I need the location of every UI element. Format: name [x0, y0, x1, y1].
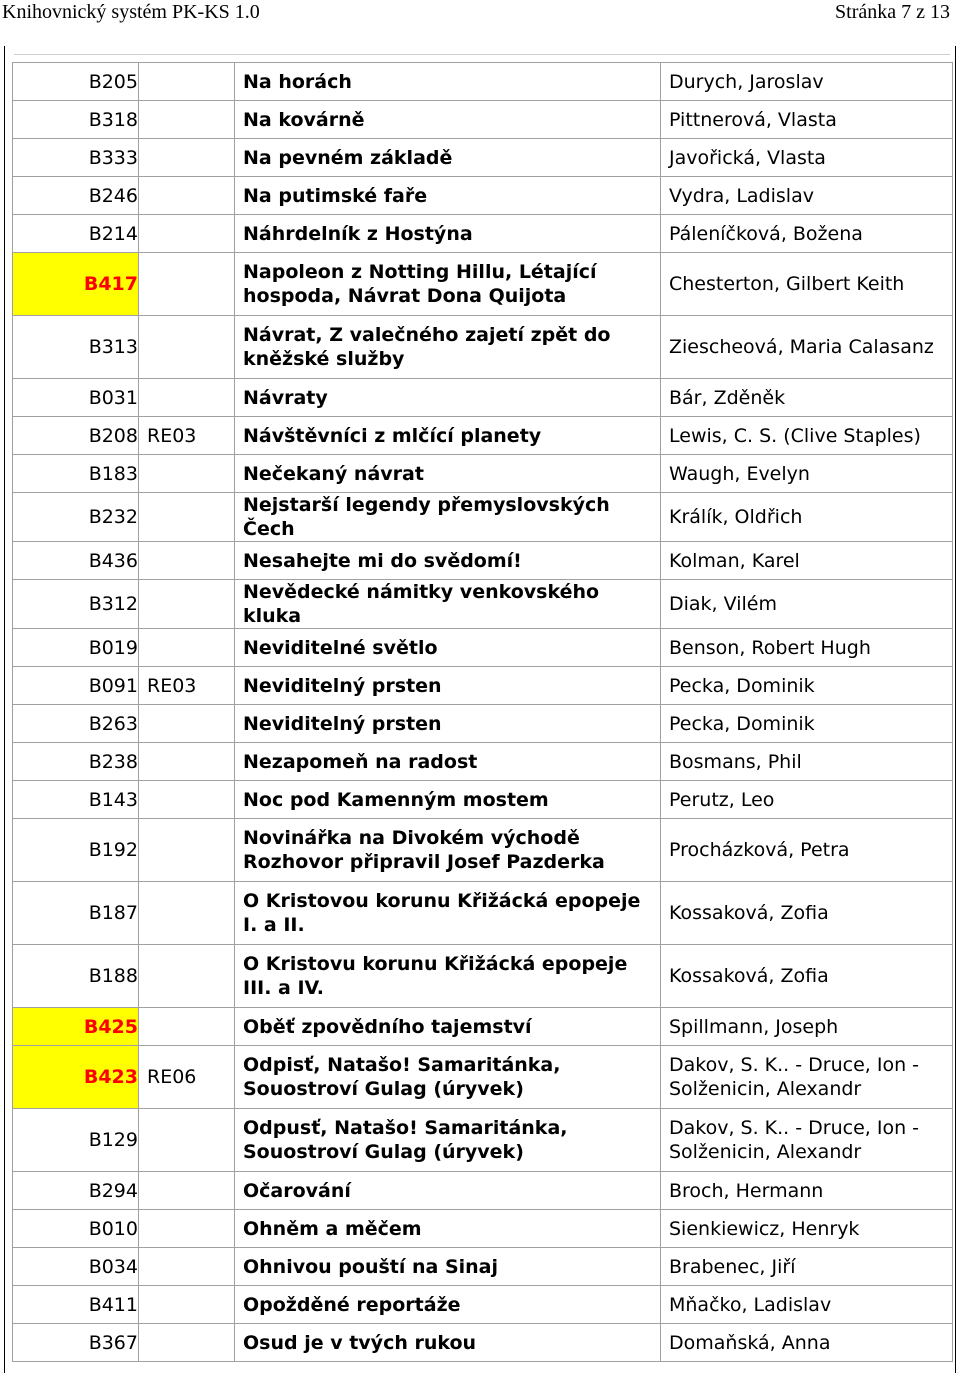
book-group: [139, 1172, 235, 1210]
book-title: O Kristovu korunu Křižácká epopeje III. a IV.: [235, 945, 661, 1008]
book-code: B238: [13, 743, 139, 781]
book-title: Nevědecké námitky venkovského kluka: [235, 580, 661, 629]
table-row: [13, 63, 953, 101]
book-author: Dakov, S. K.. - Druce, Ion - Solženicin, Alexandr: [661, 1109, 953, 1172]
book-group: [139, 819, 235, 882]
table-row: [13, 417, 953, 455]
book-author: Kossaková, Zofia: [661, 945, 953, 1008]
table-frame-top: [14, 54, 950, 61]
book-author: Domaňská, Anna: [661, 1324, 953, 1362]
table-row: [13, 1046, 953, 1109]
book-author: Diak, Vilém: [661, 580, 953, 629]
book-group: [139, 63, 235, 101]
book-code: B019: [13, 629, 139, 667]
table-row: [13, 379, 953, 417]
table-row: [13, 1008, 953, 1046]
book-author: Kossaková, Zofia: [661, 882, 953, 945]
book-title: Odpusť, Natašo! Samaritánka, Souostroví Gulag (úryvek): [235, 1109, 661, 1172]
book-author: Pecka, Dominik: [661, 667, 953, 705]
book-author: Pecka, Dominik: [661, 705, 953, 743]
book-title: Odpisť, Natašo! Samaritánka, Souostroví Gulag (úryvek): [235, 1046, 661, 1109]
book-title: Nečekaný návrat: [235, 455, 661, 493]
book-title: Na putimské faře: [235, 177, 661, 215]
book-group: RE03: [139, 667, 235, 705]
table-row: [13, 580, 953, 629]
book-author: Procházková, Petra: [661, 819, 953, 882]
book-title: Očarování: [235, 1172, 661, 1210]
book-title: Návštěvníci z mlčící planety: [235, 417, 661, 455]
book-title: Novinářka na Divokém východě Rozhovor připravil Josef Pazderka: [235, 819, 661, 882]
book-group: [139, 379, 235, 417]
book-author: Králík, Oldřich: [661, 493, 953, 542]
book-group: [139, 542, 235, 580]
book-title: Osud je v tvých rukou: [235, 1324, 661, 1362]
book-title: Nejstarší legendy přemyslovských Čech: [235, 493, 661, 542]
book-author: Mňačko, Ladislav: [661, 1286, 953, 1324]
table-row: [13, 455, 953, 493]
book-code: B031: [13, 379, 139, 417]
book-group: [139, 629, 235, 667]
book-title: Noc pod Kamenným mostem: [235, 781, 661, 819]
book-title: Náhrdelník z Hostýna: [235, 215, 661, 253]
book-code: B318: [13, 101, 139, 139]
book-group: [139, 1286, 235, 1324]
left-margin-line: [4, 46, 5, 1373]
book-code: B313: [13, 316, 139, 379]
book-group: [139, 743, 235, 781]
book-group: [139, 1324, 235, 1362]
book-title: Na kovárně: [235, 101, 661, 139]
book-catalog-table: [12, 62, 953, 1362]
book-author: Benson, Robert Hugh: [661, 629, 953, 667]
book-title: Na pevném základě: [235, 139, 661, 177]
book-group: [139, 1210, 235, 1248]
right-margin-line: [955, 46, 956, 1373]
book-title: Nesahejte mi do svědomí!: [235, 542, 661, 580]
book-code: B192: [13, 819, 139, 882]
book-code: B091: [13, 667, 139, 705]
book-author: Chesterton, Gilbert Keith: [661, 253, 953, 316]
table-row: [13, 215, 953, 253]
book-author: Waugh, Evelyn: [661, 455, 953, 493]
app-title: Knihovnický systém PK-KS 1.0: [2, 1, 260, 23]
page-number: Stránka 7 z 13: [835, 1, 950, 23]
book-title: Neviditelné světlo: [235, 629, 661, 667]
book-title: Opožděné reportáže: [235, 1286, 661, 1324]
book-group: [139, 316, 235, 379]
book-group: [139, 882, 235, 945]
book-code: B183: [13, 455, 139, 493]
book-title: Oběť zpovědního tajemství: [235, 1008, 661, 1046]
table-row: [13, 629, 953, 667]
book-code: B143: [13, 781, 139, 819]
table-row: [13, 139, 953, 177]
table-row: [13, 542, 953, 580]
book-group: [139, 139, 235, 177]
table-row: [13, 743, 953, 781]
book-code: B263: [13, 705, 139, 743]
book-author: Brabenec, Jiří: [661, 1248, 953, 1286]
book-author: Lewis, C. S. (Clive Staples): [661, 417, 953, 455]
book-author: Bár, Zděněk: [661, 379, 953, 417]
book-group: [139, 781, 235, 819]
book-author: Perutz, Leo: [661, 781, 953, 819]
table-row: [13, 1248, 953, 1286]
book-title: O Kristovou korunu Křižácká epopeje I. a II.: [235, 882, 661, 945]
table-row: [13, 781, 953, 819]
book-title: Návraty: [235, 379, 661, 417]
book-catalog-body: [13, 63, 953, 1362]
book-author: Broch, Hermann: [661, 1172, 953, 1210]
table-row: [13, 819, 953, 882]
book-author: Pittnerová, Vlasta: [661, 101, 953, 139]
book-code: B129: [13, 1109, 139, 1172]
table-row: [13, 667, 953, 705]
book-author: Sienkiewicz, Henryk: [661, 1210, 953, 1248]
table-row: [13, 945, 953, 1008]
book-title: Neviditelný prsten: [235, 705, 661, 743]
book-code: B208: [13, 417, 139, 455]
table-row: [13, 705, 953, 743]
book-code: B312: [13, 580, 139, 629]
book-code: B034: [13, 1248, 139, 1286]
book-group: [139, 705, 235, 743]
book-author: Bosmans, Phil: [661, 743, 953, 781]
book-title: Neviditelný prsten: [235, 667, 661, 705]
book-code: B205: [13, 63, 139, 101]
book-code: B214: [13, 215, 139, 253]
book-code: B188: [13, 945, 139, 1008]
book-title: Na horách: [235, 63, 661, 101]
book-title: Ohněm a měčem: [235, 1210, 661, 1248]
book-group: [139, 215, 235, 253]
table-row: [13, 1172, 953, 1210]
table-row: [13, 253, 953, 316]
book-title: Nezapomeň na radost: [235, 743, 661, 781]
page-header: [0, 0, 960, 26]
table-row: [13, 1286, 953, 1324]
table-row: [13, 177, 953, 215]
table-row: [13, 1210, 953, 1248]
book-code: B425: [13, 1008, 139, 1046]
table-row: [13, 493, 953, 542]
book-code: B367: [13, 1324, 139, 1362]
table-row: [13, 882, 953, 945]
book-code: B436: [13, 542, 139, 580]
table-row: [13, 1324, 953, 1362]
book-title: Návrat, Z valečného zajetí zpět do kněžské služby: [235, 316, 661, 379]
book-author: Dakov, S. K.. - Druce, Ion - Solženicin, Alexandr: [661, 1046, 953, 1109]
book-group: [139, 101, 235, 139]
book-group: [139, 493, 235, 542]
book-author: Javořická, Vlasta: [661, 139, 953, 177]
table-row: [13, 316, 953, 379]
book-title: Napoleon z Notting Hillu, Létající hospoda, Návrat Dona Quijota: [235, 253, 661, 316]
book-title: Ohnivou pouští na Sinaj: [235, 1248, 661, 1286]
book-code: B010: [13, 1210, 139, 1248]
book-group: [139, 253, 235, 316]
book-code: B187: [13, 882, 139, 945]
book-group: [139, 580, 235, 629]
book-group: RE03: [139, 417, 235, 455]
book-group: [139, 1109, 235, 1172]
book-author: Ziescheová, Maria Calasanz: [661, 316, 953, 379]
book-author: Páleníčková, Božena: [661, 215, 953, 253]
book-code: B411: [13, 1286, 139, 1324]
book-author: Durych, Jaroslav: [661, 63, 953, 101]
book-code: B417: [13, 253, 139, 316]
book-author: Kolman, Karel: [661, 542, 953, 580]
book-code: B294: [13, 1172, 139, 1210]
book-group: [139, 455, 235, 493]
book-group: [139, 945, 235, 1008]
book-author: Spillmann, Joseph: [661, 1008, 953, 1046]
book-code: B423: [13, 1046, 139, 1109]
book-group: [139, 1008, 235, 1046]
book-group: RE06: [139, 1046, 235, 1109]
table-row: [13, 101, 953, 139]
book-code: B232: [13, 493, 139, 542]
book-group: [139, 177, 235, 215]
table-row: [13, 1109, 953, 1172]
book-author: Vydra, Ladislav: [661, 177, 953, 215]
book-code: B246: [13, 177, 139, 215]
book-group: [139, 1248, 235, 1286]
book-code: B333: [13, 139, 139, 177]
